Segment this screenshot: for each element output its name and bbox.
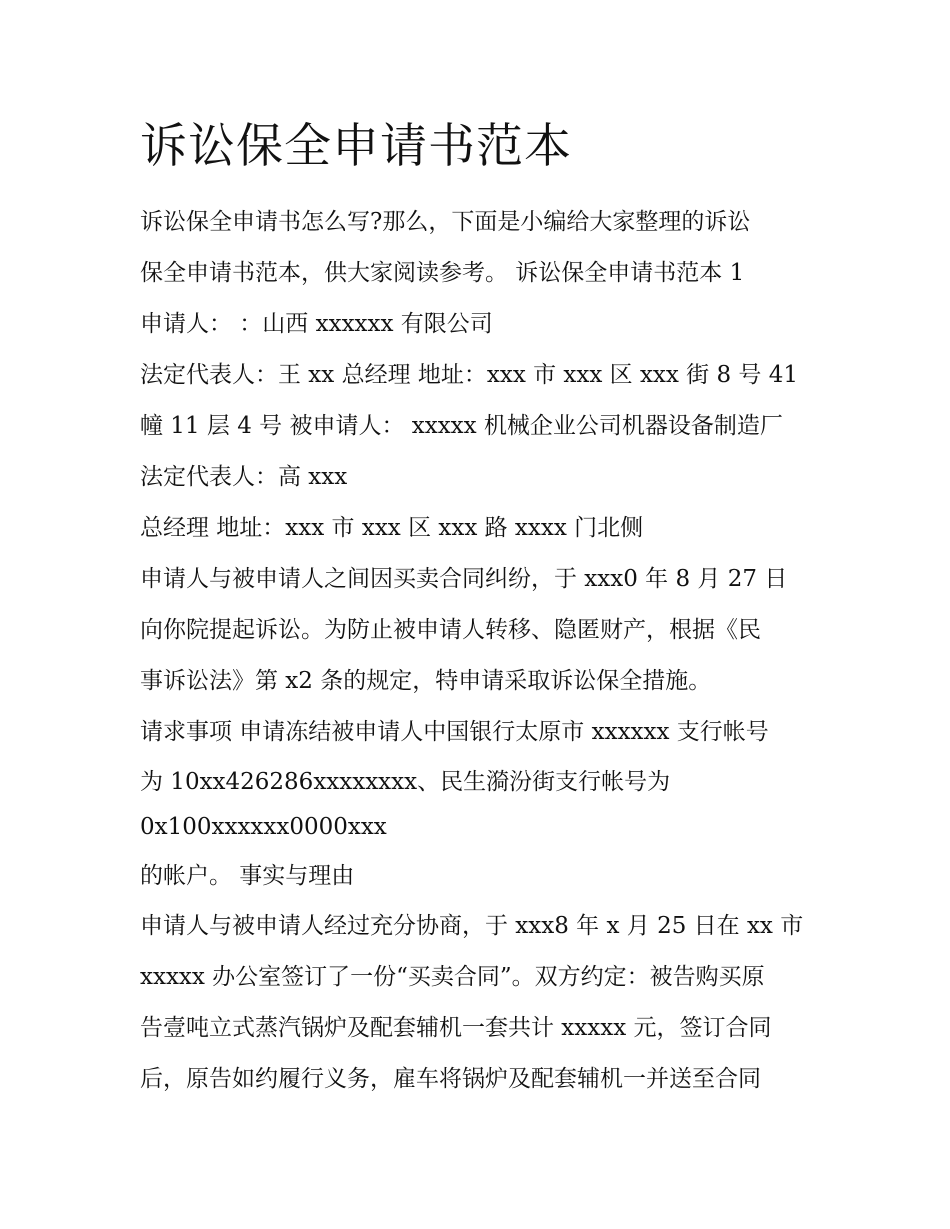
paragraph-line: 为 10xx426286xxxxxxxx、民生漪汾街支行帐号为 xyxy=(140,769,671,795)
paragraph-line: 事诉讼法》第 x2 条的规定，特申请采取诉讼保全措施。 xyxy=(140,668,712,694)
document-title: 诉讼保全申请书范本 xyxy=(140,119,572,174)
paragraph-line: 保全申请书范本，供大家阅读参考。 诉讼保全申请书范本 1 xyxy=(140,260,745,286)
paragraph-line: 申请人与被申请人经过充分协商，于 xxx8 年 x 月 25 日在 xx 市 xyxy=(140,913,804,939)
paragraph-line: 幢 11 层 4 号 被申请人： xxxxx 机械企业公司机器设备制造厂 xyxy=(140,413,783,439)
paragraph-line: 法定代表人：高 xxx xyxy=(140,464,348,490)
paragraph-line: 请求事项 申请冻结被申请人中国银行太原市 xxxxxx 支行帐号 xyxy=(140,719,769,745)
paragraph-line: 申请人与被申请人之间因买卖合同纠纷，于 xxx0 年 8 月 27 日 xyxy=(140,566,788,592)
paragraph-line: xxxxx 办公室签订了一份“买卖合同”。双方约定：被告购买原 xyxy=(140,964,765,990)
paragraph-line: 告壹吨立式蒸汽锅炉及配套辅机一套共计 xxxxx 元，签订合同 xyxy=(140,1015,772,1041)
paragraph-line: 总经理 地址：xxx 市 xxx 区 xxx 路 xxxx 门北侧 xyxy=(140,515,644,541)
paragraph-line: 后，原告如约履行义务，雇车将锅炉及配套辅机一并送至合同 xyxy=(140,1066,761,1092)
paragraph-line: 向你院提起诉讼。为防止被申请人转移、隐匿财产，根据《民 xyxy=(140,617,761,643)
paragraph-line: 诉讼保全申请书怎么写?那么，下面是小编给大家整理的诉讼 xyxy=(140,209,751,235)
paragraph-line: 的帐户。 事实与理由 xyxy=(140,863,355,889)
paragraph-line: 法定代表人：王 xx 总经理 地址：xxx 市 xxx 区 xxx 街 8 号 41 xyxy=(140,362,799,388)
paragraph-line: 申请人： ：山西 xxxxxx 有限公司 xyxy=(140,311,493,337)
paragraph-line: 0x100xxxxxx0000xxx xyxy=(140,814,387,840)
